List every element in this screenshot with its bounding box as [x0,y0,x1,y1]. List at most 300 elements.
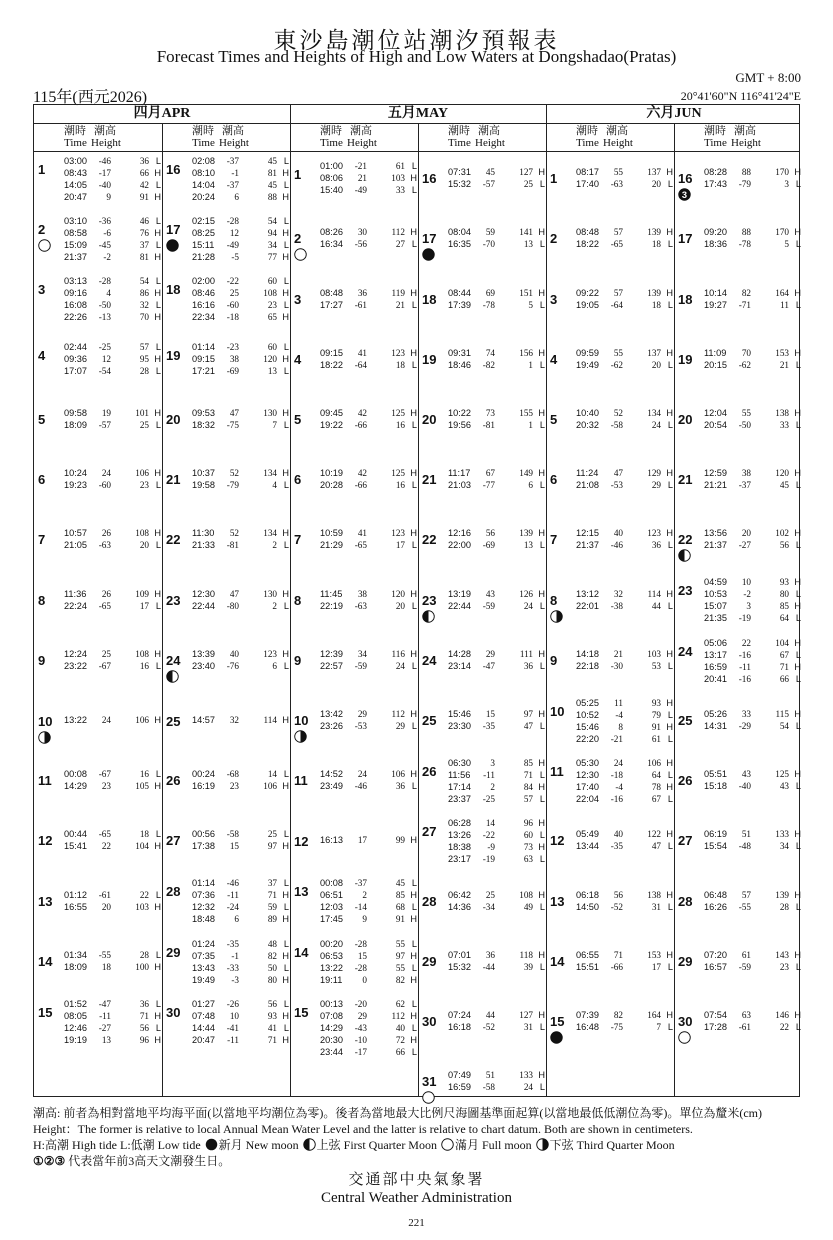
tide-entry [192,251,290,263]
tide-entry [576,166,674,178]
tide-height-datum: 23 [267,300,277,311]
tide-type: H [794,347,801,358]
tide-height-msl: -75 [610,1021,623,1032]
tide-entry [192,588,290,600]
tide-height-msl: 15 [357,950,367,961]
tide-entry [64,419,162,431]
tide-entry [320,720,418,732]
tide-height-datum: 28 [139,949,149,960]
tide-type: H [410,528,417,539]
tide-time: 14:52 [320,769,343,780]
tide-time: 18:22 [320,359,343,370]
tide-entry [320,901,418,913]
tide-time: 16:57 [704,961,727,972]
tide-height-datum: 18 [651,299,661,310]
tide-type: L [795,480,801,491]
tide-time: 09:15 [320,347,343,358]
tide-type: L [667,841,673,852]
tide-time: 22:01 [576,600,599,611]
day-number: 10 [38,713,53,729]
tide-entry [320,160,418,172]
column-header-height-en: Height [347,137,377,149]
tide-time: 01:24 [192,938,215,949]
tide-time: 16:13 [320,835,343,846]
tide-height-msl: -63 [610,179,623,190]
tide-entry [704,576,802,588]
tide-type: H [666,347,673,358]
tide-entry [704,539,802,551]
tide-height-msl: -53 [354,720,367,731]
tide-entry [192,780,290,792]
tide-height-msl: 4 [106,288,111,299]
tide-time: 15:46 [576,721,599,732]
tide-height-datum: 138 [647,889,661,900]
tide-entry [64,1034,162,1046]
tide-type: L [155,341,161,352]
tide-time: 19:05 [576,299,599,310]
tide-height-msl: -58 [482,1082,495,1093]
tide-entry [64,840,162,852]
tide-height-datum: 24 [523,1082,533,1093]
tide-height-msl: -37 [354,878,367,889]
tide-time: 18:38 [448,842,471,853]
tide-time: 17:40 [576,782,599,792]
tide-time: 14:36 [448,901,471,912]
tide-time: 10:57 [64,528,87,539]
tide-entry [192,1034,290,1046]
column-header-time-zh: 潮時 [64,125,86,137]
tide-type: L [283,341,289,352]
tide-height-msl: 24 [613,758,623,768]
tide-height-msl: -1 [231,950,239,961]
tide-entry [448,347,546,359]
month-header: 五月MAY [387,106,449,121]
tide-time: 13:39 [192,648,215,659]
tide-type: L [283,878,289,889]
tide-time: 02:08 [192,156,215,166]
tide-height-msl: -4 [615,782,623,792]
tide-time: 10:53 [704,589,727,600]
tide-time: 13:26 [448,830,471,841]
tide-height-msl: 57 [613,287,623,298]
tide-type: H [282,288,289,299]
day-number: 17 [166,222,181,238]
day-number: 22 [422,532,437,548]
tide-height-datum: 71 [267,1034,277,1045]
tide-height-msl: -34 [482,901,495,912]
tide-height-msl: 25 [229,288,239,299]
tide-height-datum: 71 [267,890,277,901]
tide-time: 17:14 [448,782,471,792]
tide-height-msl: 2 [490,782,495,792]
tide-time: 14:04 [192,180,215,190]
tide-height-datum: 53 [651,660,661,671]
day-number: 26 [422,764,437,779]
legend-third-quarter: 下弦 Third Quarter Moon [549,1138,675,1152]
tide-type: H [794,1009,801,1020]
tide-height-msl: -48 [738,841,751,852]
tide-height-datum: 36 [139,998,149,1009]
tide-time: 16:19 [192,781,215,792]
tide-height-datum: 55 [395,938,405,949]
tide-entry [64,660,162,672]
tide-time: 11:17 [448,468,471,479]
tide-height-msl: -17 [354,1046,367,1057]
day-number: 12 [550,833,565,849]
tide-height-msl: -45 [98,240,111,251]
tide-entry [576,721,674,733]
tide-time: 16:16 [192,300,215,311]
tide-height-msl: -47 [482,660,495,671]
tide-entry [448,720,546,732]
tide-height-msl: 41 [357,528,367,539]
tide-entry [576,949,674,961]
tide-type: L [411,359,417,370]
day-number: 2 [550,231,558,247]
tide-height-msl: 32 [229,714,239,725]
tide-type: L [539,854,545,865]
tide-height-msl: 71 [613,949,623,960]
tide-time: 14:50 [576,901,599,912]
tide-entry [64,949,162,961]
tide-time: 16:35 [448,239,471,250]
tide-height-datum: 153 [647,949,661,960]
tide-type: L [283,540,289,551]
tide-height-datum: 60 [267,276,277,287]
tide-height-msl: -81 [226,540,239,551]
tide-entry [192,341,290,353]
tide-height-datum: 114 [263,714,277,725]
tide-height-msl: -17 [98,168,111,178]
tide-time: 20:41 [704,673,727,684]
tide-type: L [667,709,673,720]
tide-time: 23:17 [448,854,471,865]
tide-type: L [795,179,801,190]
tide-height-datum: 33 [395,185,405,196]
tide-type: H [666,782,673,792]
tide-time: 14:44 [192,1022,215,1033]
tide-height-datum: 143 [775,949,789,960]
tide-entry [704,637,802,649]
tide-type: H [794,468,801,479]
tide-time: 10:52 [576,709,599,720]
tide-height-datum: 106 [391,769,405,780]
tide-height-datum: 49 [523,901,533,912]
tide-type: L [539,830,545,841]
tide-height-msl: 12 [229,228,239,239]
day-number: 23 [166,592,181,608]
tide-height-datum: 112 [391,227,405,238]
tide-type: L [155,480,161,491]
tide-entry [64,588,162,600]
tide-type: L [283,938,289,949]
tide-time: 07:31 [448,167,471,178]
tide-height-msl: 23 [229,781,239,792]
tide-entry [704,961,802,973]
tide-type: H [410,1034,417,1045]
tide-entry [320,1022,418,1034]
tide-height-msl: -69 [226,365,239,376]
tide-type: H [666,167,673,178]
tide-entry [320,913,418,925]
tide-height-msl: 38 [229,353,239,364]
tide-height-datum: 105 [135,781,149,792]
day-number: 4 [294,351,302,367]
tide-time: 21:08 [576,480,599,491]
tide-height-datum: 89 [267,914,277,925]
tide-type: H [666,287,673,298]
column-header [34,126,162,150]
tide-type: L [795,720,801,731]
tide-height-msl: -41 [226,1022,239,1033]
tide-time: 11:56 [448,770,471,780]
tide-entry [192,167,290,179]
tide-height-msl: -70 [482,239,495,250]
tide-entry [576,793,674,805]
tide-time: 18:32 [192,419,215,430]
tide-height-msl: 44 [485,1009,495,1020]
tide-height-msl: -13 [98,312,111,323]
tide-height-datum: 17 [139,600,149,611]
tide-height-datum: 18 [395,359,405,370]
day-number: 13 [294,884,309,900]
tide-time: 00:20 [320,938,343,949]
tide-height-datum: 122 [647,829,661,840]
tide-entry [320,588,418,600]
tide-time: 11:30 [192,528,215,539]
tide-height-datum: 41 [267,1022,277,1033]
tide-entry [320,648,418,660]
tide-entry [192,913,290,925]
tide-type: H [794,949,801,960]
tide-height-msl: -58 [610,419,623,430]
tide-time: 04:59 [704,577,727,588]
tide-type: L [283,276,289,287]
tide-height-datum: 85 [779,601,789,612]
tide-entry [64,179,162,191]
tide-type: L [411,239,417,250]
tide-time: 06:28 [448,818,471,829]
tide-height-msl: -11 [739,661,751,672]
tide-time: 23:14 [448,660,471,671]
tide-height-msl: -23 [226,341,239,352]
tide-entry [448,889,546,901]
tide-height-datum: 82 [395,974,405,985]
tide-height-msl: 55 [741,407,751,418]
tide-height-msl: -18 [226,312,239,323]
tide-entry [320,600,418,612]
tide-time: 23:22 [64,660,87,671]
day-number: 30 [678,1013,693,1029]
day-number: 23 [678,583,693,599]
tide-height-msl: 3 [746,601,751,612]
tide-height-datum: 106 [135,714,149,725]
tide-height-datum: 125 [775,769,789,780]
column-header-height-zh: 潮高 [606,125,628,137]
tide-height-datum: 56 [139,1022,149,1033]
tide-entry [576,178,674,190]
tide-entry [192,407,290,419]
tide-time: 12:39 [320,648,343,659]
tide-entry [64,365,162,377]
tide-type: H [794,829,801,840]
highest-tide-marks-desc: 代表當年前3高天文潮發生日。 [68,1154,231,1168]
tide-height-msl: 26 [101,588,111,599]
tide-type: L [795,613,801,624]
day-number: 13 [550,893,565,909]
column-header-time-en: Time [192,137,215,149]
tide-height-msl: -11 [227,890,239,901]
tide-time: 08:28 [704,167,727,178]
tide-type: H [410,588,417,599]
tide-height-datum: 134 [263,468,277,479]
tide-height-msl: -54 [98,365,111,376]
month-header: 六月JUN [646,106,702,121]
tide-height-msl: -21 [610,733,623,744]
column-header-time-zh: 潮時 [448,125,470,137]
tide-time: 22:20 [576,733,599,744]
tide-height-datum: 125 [391,468,405,479]
tide-height-datum: 29 [651,480,661,491]
tide-height-datum: 108 [519,889,533,900]
tide-height-datum: 21 [395,299,405,310]
tide-height-msl: -11 [483,770,495,780]
tide-time: 19:19 [64,1034,87,1045]
tide-height-datum: 36 [651,540,661,551]
tide-time: 09:53 [192,407,215,418]
tide-type: L [795,589,801,600]
tide-entry [64,961,162,973]
tide-type: H [282,841,289,852]
tide-time: 21:37 [64,252,87,263]
tide-height-msl: 23 [101,781,111,792]
tide-time: 08:48 [576,227,599,238]
column-header-time-en: Time [704,137,727,149]
column-header-time-en: Time [576,137,599,149]
tide-height-msl: -75 [226,419,239,430]
tide-height-msl: -64 [354,359,367,370]
day-number: 17 [422,231,437,247]
tide-time: 08:48 [320,287,343,298]
tide-height-datum: 88 [267,192,277,202]
column-header [674,126,802,150]
tide-height-datum: 66 [395,1046,405,1057]
day-number: 16 [678,171,693,187]
tide-type: L [667,239,673,250]
tide-height-msl: -33 [226,962,239,973]
tide-time: 11:36 [64,588,87,599]
tide-height-datum: 25 [139,419,149,430]
tide-height-datum: 44 [651,600,661,611]
tide-type: H [538,818,545,829]
tide-time: 03:00 [64,156,87,166]
tide-height-msl: 55 [613,167,623,178]
tide-time: 12:32 [192,902,215,913]
tide-height-msl: -26 [226,998,239,1009]
day-number: 24 [166,652,181,668]
tide-time: 02:15 [192,216,215,227]
tide-time: 00:08 [320,878,343,889]
day-number: 7 [38,532,46,548]
tide-height-msl: 9 [106,192,111,202]
tide-time: 17:21 [192,365,215,376]
tide-height-msl: 32 [613,588,623,599]
tide-height-msl: -43 [354,1022,367,1033]
tide-time: 15:46 [448,708,471,719]
tide-type: L [539,794,545,804]
tide-type: L [283,660,289,671]
tide-time: 20:32 [576,419,599,430]
tide-entry [576,600,674,612]
day-number: 21 [422,472,437,488]
tide-height-datum: 25 [523,179,533,190]
tide-entry [448,600,546,612]
tide-height-datum: 139 [775,889,789,900]
tide-height-datum: 54 [139,276,149,287]
day-number: 22 [678,532,693,548]
day-number: 3 [38,282,46,298]
tide-height-datum: 103 [135,901,149,912]
tide-entry [192,155,290,167]
tide-type: H [282,914,289,925]
tide-type: L [411,902,417,913]
tide-height-msl: 30 [357,227,367,238]
tide-time: 23:26 [320,720,343,731]
day-number: 11 [294,773,308,789]
tide-type: H [282,468,289,479]
day-number: 28 [678,893,693,909]
tide-entry [64,768,162,780]
tide-height-datum: 36 [139,156,149,166]
tide-time: 07:36 [192,890,215,901]
tide-height-msl: -78 [482,299,495,310]
tide-height-msl: -28 [354,962,367,973]
tide-height-msl: 15 [485,708,495,719]
column-header-height-en: Height [603,137,633,149]
tide-entry [192,938,290,950]
tide-height-msl: -11 [227,1034,239,1045]
tide-height-msl: -76 [226,660,239,671]
tide-height-datum: 70 [139,312,149,323]
tide-height-datum: 118 [519,949,533,960]
tide-height-msl: -36 [98,216,111,227]
tide-time: 10:19 [320,468,343,479]
tide-entry [576,238,674,250]
tide-height-datum: 91 [139,192,149,202]
tide-height-datum: 16 [395,480,405,491]
tide-height-msl: 6 [234,914,239,925]
day-number: 13 [38,893,53,909]
tide-height-datum: 22 [779,1021,789,1032]
tide-type: H [538,347,545,358]
tide-height-datum: 18 [139,829,149,840]
tide-type: L [539,419,545,430]
tide-type: H [282,407,289,418]
tide-entry [704,780,802,792]
tide-height-msl: -40 [738,781,751,792]
tide-height-msl: 38 [357,588,367,599]
tide-height-datum: 84 [523,782,533,792]
tide-type: L [155,1022,161,1033]
tide-entry [192,227,290,239]
tide-type: H [282,528,289,539]
tide-type: L [411,962,417,973]
tide-entry [576,588,674,600]
tide-time: 06:19 [704,829,727,840]
tide-height-datum: 33 [779,419,789,430]
first-quarter-moon-icon [303,1138,316,1151]
full-moon-icon [38,239,51,252]
